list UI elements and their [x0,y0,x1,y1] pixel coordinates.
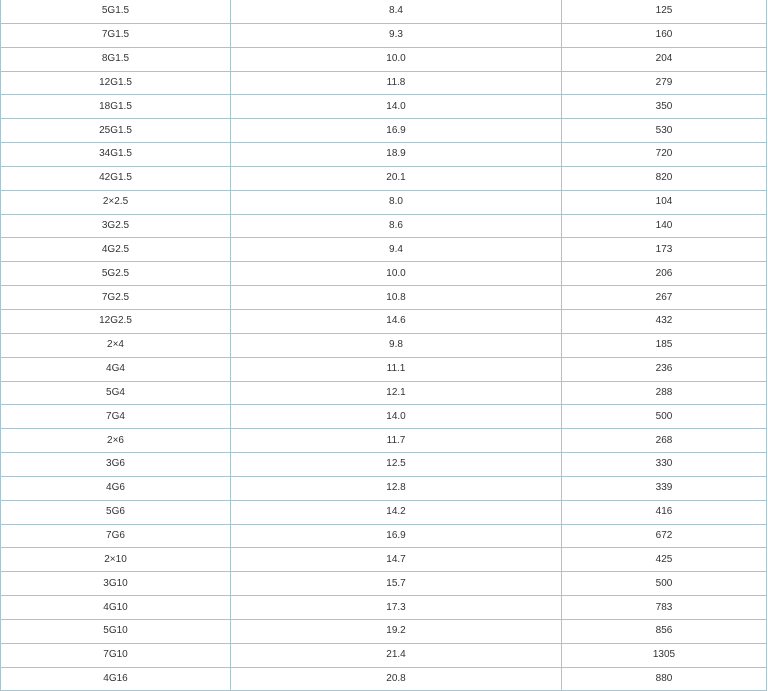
weight-cell: 672 [562,524,767,548]
table-row [1,119,767,143]
table-row [1,95,767,119]
weight-cell: 279 [562,71,767,95]
table-row [1,405,767,429]
weight-cell: 330 [562,453,767,477]
table-row [1,23,767,47]
table-row [1,500,767,524]
diameter-cell: 20.1 [231,166,562,190]
diameter-cell: 9.8 [231,333,562,357]
weight-cell: 236 [562,357,767,381]
table-row [1,667,767,691]
weight-cell: 206 [562,262,767,286]
weight-cell: 880 [562,667,767,691]
weight-cell: 416 [562,500,767,524]
weight-cell: 530 [562,119,767,143]
diameter-cell: 20.8 [231,667,562,691]
diameter-cell: 9.4 [231,238,562,262]
weight-cell: 339 [562,476,767,500]
diameter-cell: 8.6 [231,214,562,238]
weight-cell: 173 [562,238,767,262]
cable-size-cell: 4G16 [1,667,231,691]
cable-size-cell: 25G1.5 [1,119,231,143]
diameter-cell: 14.7 [231,548,562,572]
diameter-cell: 11.7 [231,429,562,453]
table-row [1,286,767,310]
cable-size-cell: 4G4 [1,357,231,381]
table-row [1,238,767,262]
table-row [1,572,767,596]
table-row [1,453,767,477]
table-row [1,524,767,548]
weight-cell: 204 [562,47,767,71]
cable-size-cell: 7G2.5 [1,286,231,310]
cable-size-cell: 3G6 [1,453,231,477]
weight-cell: 268 [562,429,767,453]
table-row [1,166,767,190]
diameter-cell: 11.8 [231,71,562,95]
table-row [1,0,767,23]
table-row [1,214,767,238]
cable-size-cell: 7G4 [1,405,231,429]
table-body [1,0,767,691]
weight-cell: 425 [562,548,767,572]
cable-size-cell: 7G6 [1,524,231,548]
weight-cell: 1305 [562,643,767,667]
cable-size-cell: 3G10 [1,572,231,596]
table-row [1,71,767,95]
table-row [1,47,767,71]
diameter-cell: 14.6 [231,309,562,333]
weight-cell: 432 [562,309,767,333]
table-row [1,333,767,357]
cable-size-cell: 4G10 [1,596,231,620]
table-row [1,357,767,381]
diameter-cell: 14.0 [231,405,562,429]
diameter-cell: 16.9 [231,524,562,548]
diameter-cell: 19.2 [231,619,562,643]
diameter-cell: 15.7 [231,572,562,596]
diameter-cell: 10.0 [231,47,562,71]
weight-cell: 185 [562,333,767,357]
cable-size-cell: 42G1.5 [1,166,231,190]
cable-size-cell: 2×2.5 [1,190,231,214]
cable-size-cell: 7G1.5 [1,23,231,47]
weight-cell: 500 [562,405,767,429]
table-row [1,143,767,167]
weight-cell: 267 [562,286,767,310]
cable-size-cell: 7G10 [1,643,231,667]
cable-size-cell: 12G1.5 [1,71,231,95]
diameter-cell: 12.5 [231,453,562,477]
cable-size-cell: 2×6 [1,429,231,453]
diameter-cell: 18.9 [231,143,562,167]
table-row [1,643,767,667]
cable-size-cell: 8G1.5 [1,47,231,71]
diameter-cell: 12.8 [231,476,562,500]
cable-size-cell: 3G2.5 [1,214,231,238]
weight-cell: 820 [562,166,767,190]
weight-cell: 125 [562,0,767,23]
cable-size-cell: 5G10 [1,619,231,643]
diameter-cell: 12.1 [231,381,562,405]
weight-cell: 720 [562,143,767,167]
cable-size-cell: 5G2.5 [1,262,231,286]
diameter-cell: 21.4 [231,643,562,667]
cable-size-cell: 5G1.5 [1,0,231,23]
table-row [1,190,767,214]
table-row [1,619,767,643]
diameter-cell: 9.3 [231,23,562,47]
weight-cell: 350 [562,95,767,119]
weight-cell: 783 [562,596,767,620]
cable-size-cell: 5G4 [1,381,231,405]
table-row [1,429,767,453]
diameter-cell: 14.2 [231,500,562,524]
cable-size-cell: 18G1.5 [1,95,231,119]
diameter-cell: 14.0 [231,95,562,119]
cable-size-cell: 4G6 [1,476,231,500]
weight-cell: 104 [562,190,767,214]
diameter-cell: 11.1 [231,357,562,381]
cable-size-cell: 5G6 [1,500,231,524]
table-row [1,309,767,333]
table-row [1,548,767,572]
diameter-cell: 8.4 [231,0,562,23]
cable-size-cell: 34G1.5 [1,143,231,167]
diameter-cell: 16.9 [231,119,562,143]
weight-cell: 500 [562,572,767,596]
table-row [1,596,767,620]
cable-size-cell: 2×4 [1,333,231,357]
table-row [1,381,767,405]
diameter-cell: 10.0 [231,262,562,286]
table-row [1,476,767,500]
weight-cell: 140 [562,214,767,238]
cable-size-cell: 4G2.5 [1,238,231,262]
cable-size-cell: 12G2.5 [1,309,231,333]
diameter-cell: 8.0 [231,190,562,214]
weight-cell: 288 [562,381,767,405]
weight-cell: 856 [562,619,767,643]
diameter-cell: 17.3 [231,596,562,620]
cable-size-cell: 2×10 [1,548,231,572]
diameter-cell: 10.8 [231,286,562,310]
table-row [1,262,767,286]
weight-cell: 160 [562,23,767,47]
